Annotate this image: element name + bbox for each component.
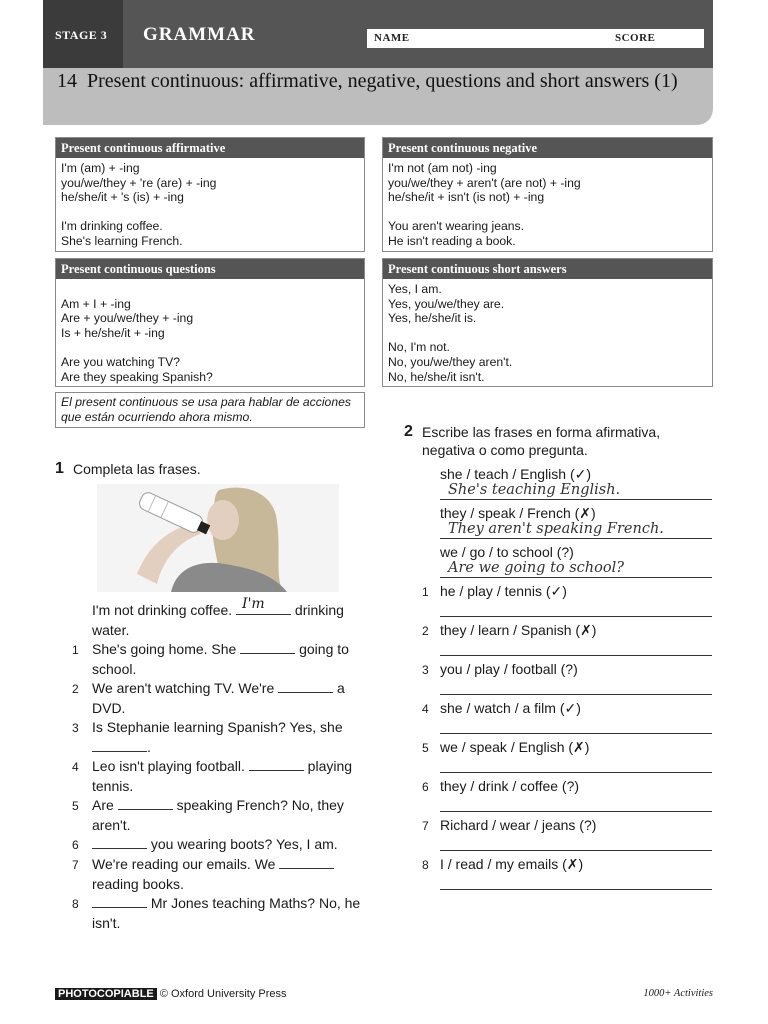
exercise2-item-7 [422,817,597,834]
answer-line [388,326,707,341]
rule-line [388,205,707,220]
example-line: Are they speaking Spanish? [61,369,213,384]
photocopiable-badge: PHOTOCOPIABLE [55,988,157,1000]
note-term: El present continuous [61,395,179,409]
item-prompt: she / watch / a film (✓) [440,700,581,716]
answer-line[interactable] [440,772,712,773]
answer-line[interactable] [440,616,712,617]
item-number: 5 [422,741,429,755]
affirmative-box [55,137,365,252]
page-title: Present continuous: affirmative, negative, questions and short answers (1) [87,70,678,92]
note-text: se usa para hablar de acciones que están ocurriendo ahora mismo. [61,395,351,424]
answer-line: Yes, I am. [388,282,442,296]
item-number: 8 [72,897,79,911]
short-answers-body [383,279,712,387]
item-number: 3 [72,721,79,735]
answer-line: No, he/she/it isn't. [388,369,485,384]
series-name: 1000+ Activities [643,988,713,999]
exercise1-item-3 [72,718,362,757]
answer-blank[interactable] [92,835,147,849]
item-number: 1 [72,643,79,657]
negative-heading: Present continuous negative [383,138,712,158]
publisher-credit: © Oxford University Press [156,988,287,1000]
item-number: 6 [72,838,79,852]
example-answer: I'm [242,596,265,612]
questions-box [55,258,365,387]
item-number: 7 [72,858,79,872]
example-line: Are you watching TV? [61,354,181,369]
item-prompt: they / learn / Spanish (✗) [440,622,597,638]
item-text: She's going home. She [92,641,241,657]
item-prompt: Richard / wear / jeans (?) [440,817,597,833]
answer-line [440,577,712,578]
rule-line [61,340,359,355]
answer-line [440,538,712,539]
exercise1-instruction: Completa las frases. [73,461,201,477]
affirmative-heading: Present continuous affirmative [56,138,364,158]
answer-blank[interactable] [240,640,295,654]
exercise2-example-answer: She's teaching English. [448,482,621,498]
score-label: SCORE [615,32,656,44]
unit-number: 14 [57,70,77,92]
exercise2-item-5 [422,739,590,756]
item-text: speaking French? No, they aren't. [92,797,344,833]
answer-blank[interactable] [278,679,333,693]
exercise1-number: 1 [55,460,64,477]
rule-line: you/we/they + aren't (are not) + -ing [388,175,581,190]
answer-line[interactable] [440,655,712,656]
item-text: Leo isn't playing football. [92,758,249,774]
item-number: 8 [422,858,429,872]
exercise2-example-answer: Are we going to school? [448,560,625,576]
exercise1-item-4 [72,757,362,796]
answer-blank[interactable] [92,738,147,752]
answer-line[interactable] [440,850,712,851]
answer-blank[interactable] [249,757,304,771]
answer-line: No, I'm not. [388,340,450,355]
example-text: drinking water. [92,602,344,638]
rule-line [61,205,359,220]
exercise1-item-8 [72,894,362,933]
footer-left [55,988,287,1000]
short-answers-heading: Present continuous short answers [383,259,712,279]
exercise1-item-1 [72,640,362,679]
answer-line[interactable] [440,811,712,812]
negative-body [383,158,712,252]
item-number: 6 [422,780,429,794]
exercise2-item-4 [422,700,581,717]
item-number: 1 [422,585,429,599]
name-score-field[interactable] [367,29,704,48]
item-number: 7 [422,819,429,833]
rule-line: you/we/they + 're (are) + -ing [61,175,217,190]
item-text: . [147,738,151,755]
example-line: He isn't reading a book. [388,233,516,248]
title-band [43,68,713,125]
item-text: We're reading our emails. We [92,856,280,872]
answer-line[interactable] [440,889,712,890]
answer-blank[interactable] [92,894,147,908]
answer-line[interactable] [440,733,712,734]
questions-heading: Present continuous questions [56,259,364,279]
item-text: playing tennis. [92,758,353,794]
answer-line: Yes, you/we/they are. [388,296,505,311]
item-number: 2 [72,682,79,696]
stage-label: STAGE 3 [55,28,108,42]
item-number: 4 [422,702,429,716]
answer-blank[interactable] [118,796,173,810]
rule-line [61,282,359,297]
item-text: Are [92,797,118,813]
item-number: 5 [72,799,79,813]
exercise2-example-prompt: she / teach / English (✓) [440,466,592,482]
example-text: I'm not drinking coffee. [92,602,237,618]
item-text: going to school. [92,641,349,677]
answer-line[interactable] [440,694,712,695]
item-prompt: they / drink / coffee (?) [440,778,580,794]
example-line: She's learning French. [61,233,183,248]
girl-drinking-photo [97,484,339,592]
exercise2-item-8 [422,856,584,873]
rule-line: I'm not (am not) -ing [388,161,497,175]
answer-line [440,499,712,500]
exercise2-item-3 [422,661,578,678]
exercise1-item-5 [72,796,362,835]
item-prompt: I / read / my emails (✗) [440,856,584,872]
exercise2-number: 2 [404,423,413,440]
item-prompt: you / play / football (?) [440,661,578,677]
negative-box [382,137,713,252]
item-text: Mr Jones teaching Maths? No, he isn't. [92,895,361,931]
exercise2-example-answer: They aren't speaking French. [448,521,664,537]
exercise2-item-1 [422,583,567,600]
rule-line: Am + I + -ing [61,296,131,311]
example-line: You aren't wearing jeans. [388,219,525,234]
item-text: Is Stephanie learning Spanish? Yes, she [92,719,343,735]
item-prompt: he / play / tennis (✓) [440,583,567,599]
item-text: a DVD. [92,680,345,716]
worksheet-header [43,0,713,68]
exercise2-example-prompt: we / go / to school (?) [440,544,574,560]
answer-line: Yes, he/she/it is. [388,311,477,326]
short-answers-box [382,258,713,387]
rule-line: he/she/it + isn't (is not) + -ing [388,190,545,205]
exercise2-example-prompt: they / speak / French (✗) [440,505,596,521]
example-line: I'm drinking coffee. [61,219,163,234]
rule-line: Are + you/we/they + -ing [61,311,194,326]
item-number: 3 [422,663,429,677]
usage-note [55,392,365,428]
exercise1-item-7 [72,855,362,894]
exercise2-item-2 [422,622,597,639]
exercise2-item-6 [422,778,580,795]
name-label: NAME [374,32,410,44]
answer-blank[interactable] [279,855,334,869]
questions-body [56,279,364,387]
item-text: We aren't watching TV. We're [92,680,279,696]
affirmative-body [56,158,364,252]
section-title: GRAMMAR [143,24,256,45]
rule-line: I'm (am) + -ing [61,161,140,175]
item-number: 2 [422,624,429,638]
exercise1-item-6 [72,835,362,855]
item-text: reading books. [92,875,184,892]
stage-badge [43,0,123,68]
item-prompt: we / speak / English (✗) [440,739,590,755]
rule-line: Is + he/she/it + -ing [61,325,165,340]
exercise1-item-2 [72,679,362,718]
girl-drinking-illustration [97,484,339,592]
exercise2-instruction: Escribe las frases en forma afirmativa, negativa o como pregunta. [422,424,661,458]
answer-line: No, you/we/they aren't. [388,354,513,369]
item-number: 4 [72,760,79,774]
exercise1-example [92,596,362,640]
rule-line: he/she/it + 's (is) + -ing [61,190,184,205]
example-blank [236,596,291,615]
item-text: you wearing boots? Yes, I am. [147,836,338,852]
